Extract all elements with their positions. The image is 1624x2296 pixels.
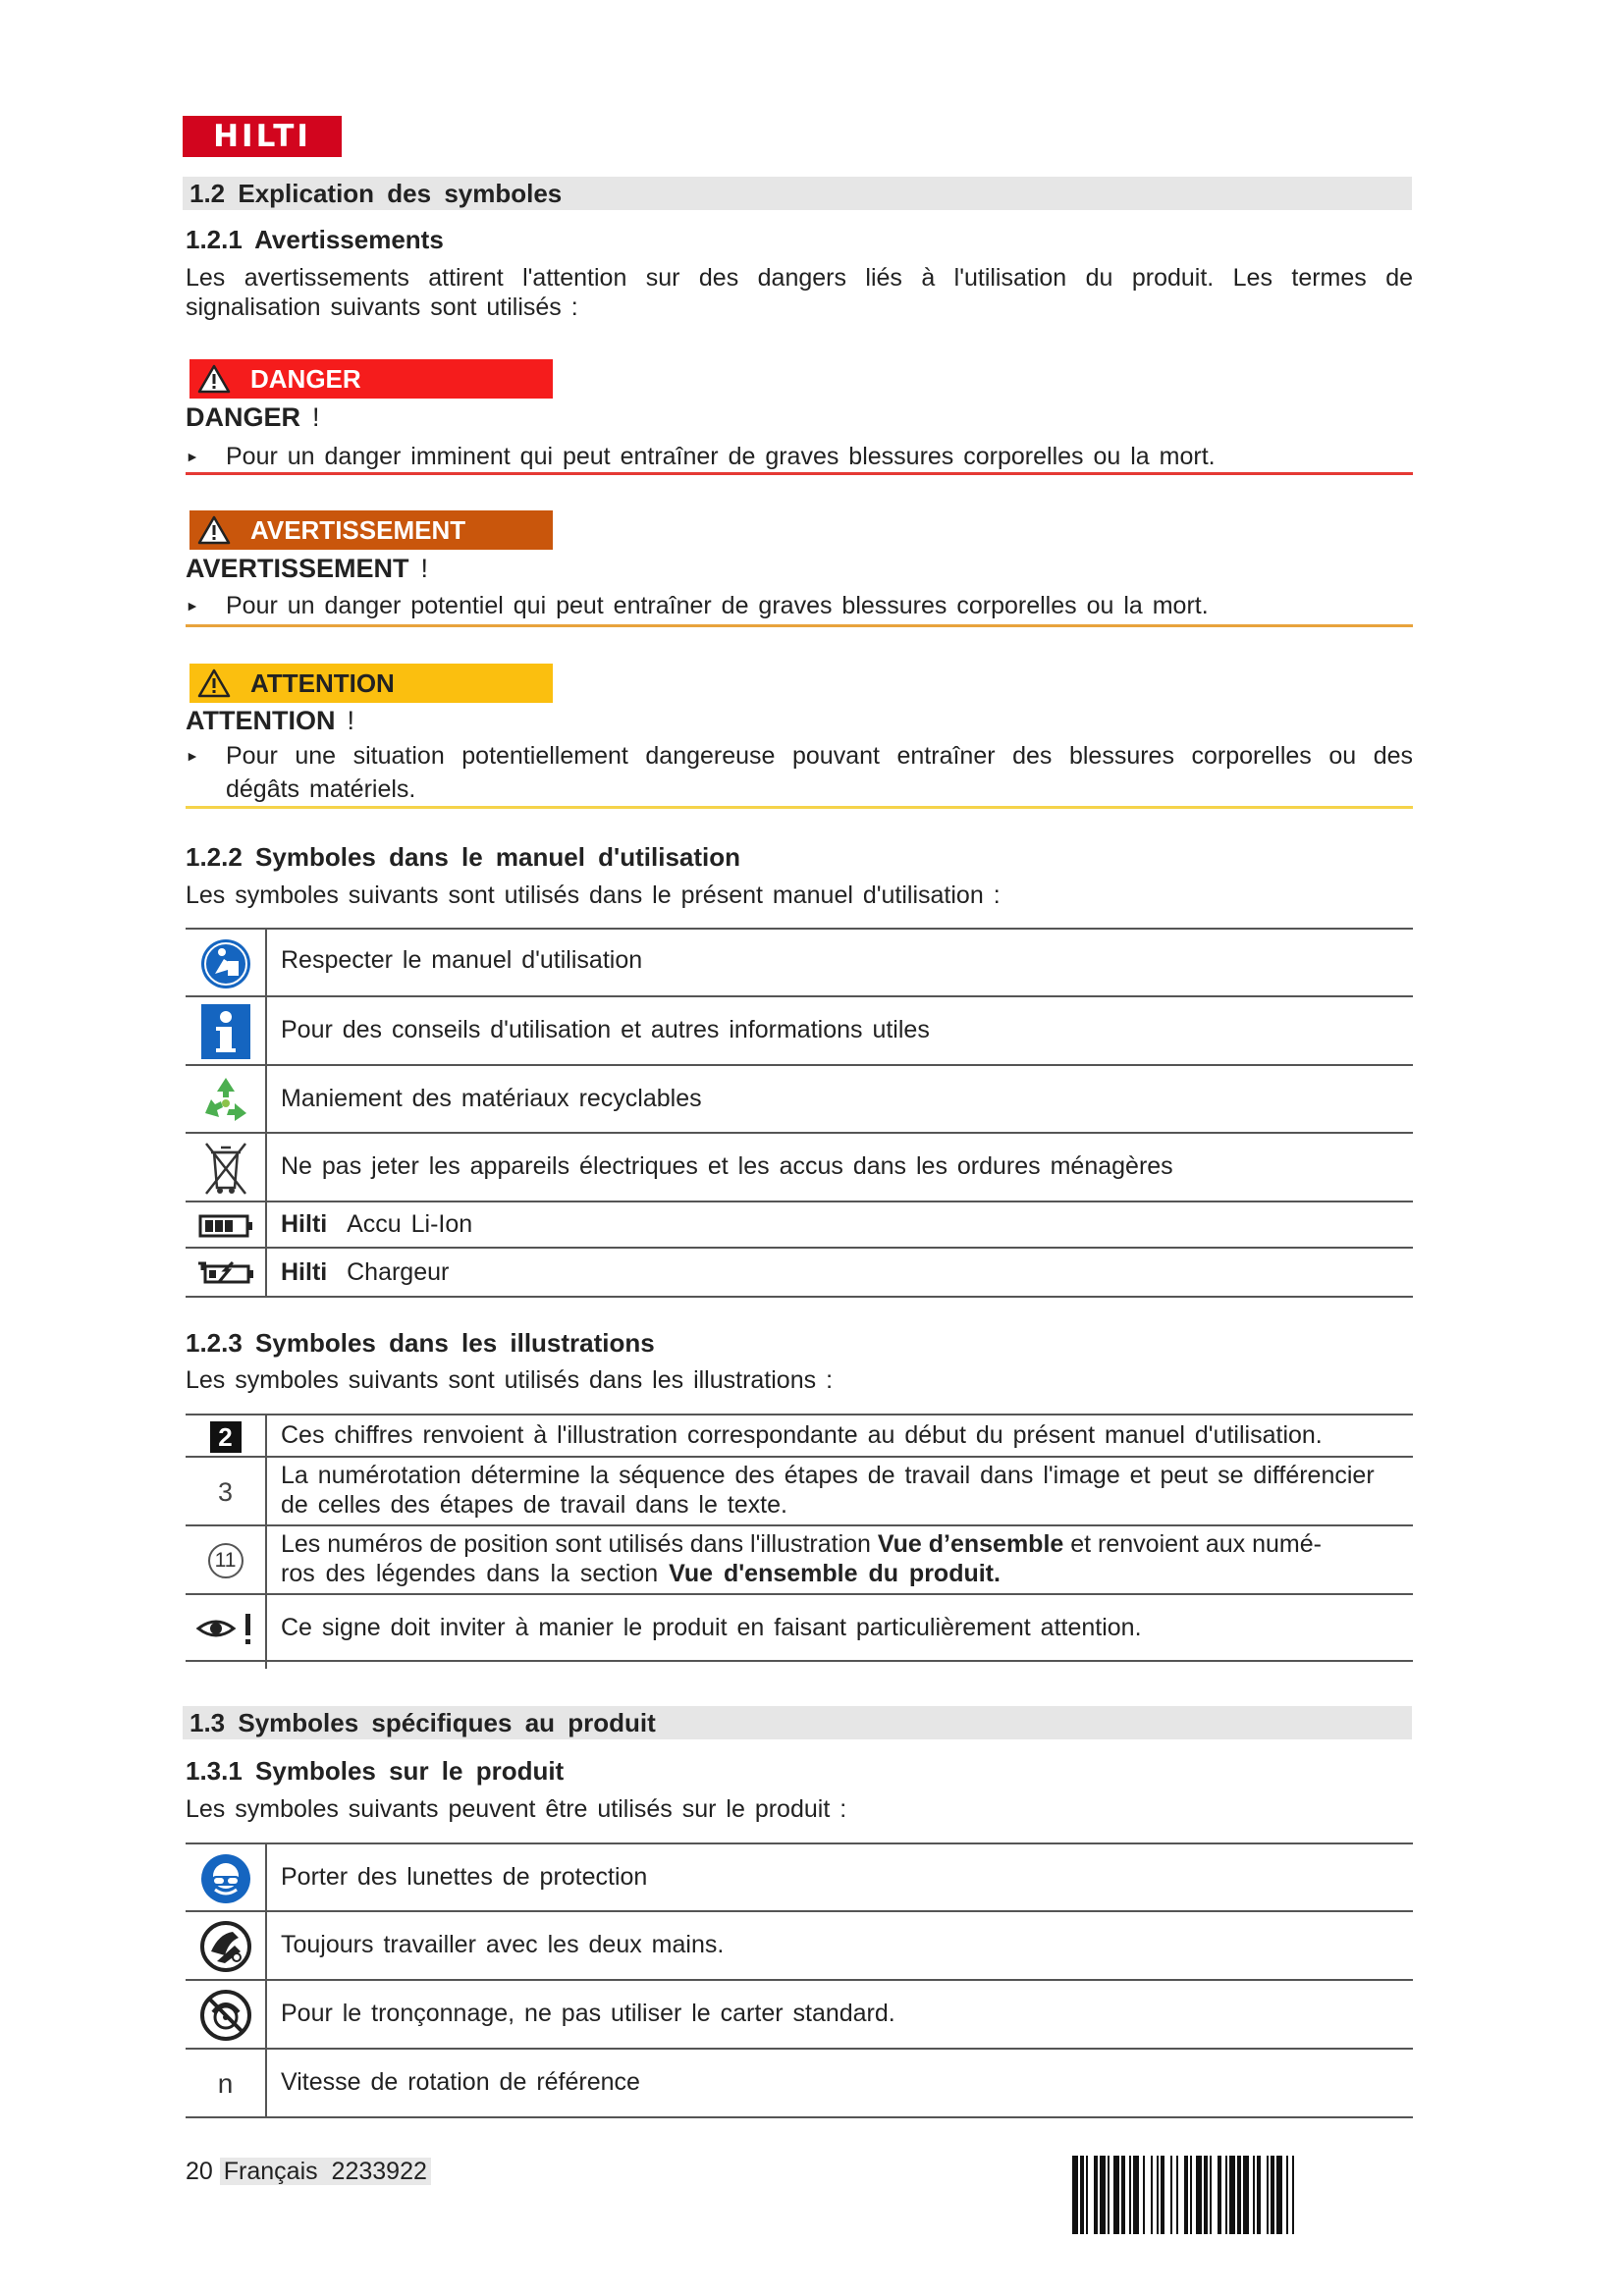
position-number-icon <box>186 1526 265 1595</box>
table-row <box>186 1132 1413 1202</box>
row-label: Chargeur <box>347 1258 450 1286</box>
warning-triangle-icon <box>197 364 231 394</box>
section-heading-1-2 <box>183 177 1412 210</box>
section-heading-1-3 <box>183 1706 1412 1739</box>
table-bottom-rule <box>186 1296 1413 1298</box>
recycle-icon <box>186 1066 265 1134</box>
signal-word-danger <box>186 402 320 433</box>
row-text <box>281 1461 1375 1520</box>
bullet-text: Pour un danger potentiel qui peut entraîner de graves blessures corporelles ou la mort. <box>226 592 1209 619</box>
speed-symbol: n <box>217 2068 234 2099</box>
row-line <box>281 1529 1322 1559</box>
table-bottom-rule <box>186 2116 1413 2118</box>
warning-banner <box>189 510 553 550</box>
table-row <box>186 1247 1413 1298</box>
hilti-logo <box>183 116 342 157</box>
battery-icon <box>186 1202 265 1249</box>
product-symbols-table <box>186 1842 1413 2117</box>
brand-name: Hilti <box>281 1258 328 1286</box>
signal-word: DANGER <box>186 402 301 432</box>
row-line: La numérotation détermine la séquence des étapes de travail dans l'image et peut se différencier <box>281 1462 1375 1489</box>
eye-attention-icon <box>186 1595 265 1662</box>
table-row <box>186 1414 1413 1458</box>
signal-word: AVERTISSEMENT <box>186 554 409 583</box>
table-row <box>186 1524 1413 1595</box>
warnings-intro: Les avertissements attirent l'attention sur des dangers liés à l'utilisation du produit. Les termes de signalisation suivants sont utilisés : <box>186 264 1413 321</box>
section-title: 1.2 Explication des symboles <box>189 179 563 208</box>
subsection-title-1-2-3: 1.2.3 Symboles dans les illustrations <box>186 1328 655 1358</box>
goggles-icon <box>186 1844 265 1912</box>
figure-number: 2 <box>210 1421 242 1453</box>
page-number: 20 <box>186 2158 213 2185</box>
manual-symbols-table <box>186 928 1413 1296</box>
row-text <box>281 1257 449 1287</box>
attention-rule <box>186 806 1413 809</box>
table-row <box>186 928 1413 997</box>
brand-name: Hilti <box>281 1210 328 1238</box>
danger-banner <box>189 359 553 399</box>
table-row <box>186 1593 1413 1662</box>
row-text: Ne pas jeter les appareils électriques et les accus dans les ordures ménagères <box>281 1152 1173 1180</box>
bullet-triangle-icon: ► <box>186 748 199 764</box>
row-text: Pour le tronçonnage, ne pas utiliser le carter standard. <box>281 2000 895 2027</box>
position-number: 11 <box>208 1543 244 1578</box>
row-text: Maniement des matériaux recyclables <box>281 1085 702 1112</box>
table-row <box>186 2048 1413 2118</box>
table-row <box>186 1910 1413 1981</box>
two-hands-icon <box>186 1912 265 1981</box>
table-row <box>186 1064 1413 1134</box>
row-text: Respecter le manuel d'utilisation <box>281 946 643 974</box>
info-icon <box>186 997 265 1066</box>
subsection-title-1-2-2: 1.2.2 Symboles dans le manuel d'utilisation <box>186 842 741 872</box>
row-text <box>281 1209 472 1239</box>
table-row <box>186 1201 1413 1249</box>
text-run-bold: Vue d’ensemble <box>877 1530 1064 1558</box>
text-run: et renvoient aux numé- <box>1063 1530 1322 1558</box>
row-text: Ces chiffres renvoient à l'illustration correspondante au début du présent manuel d'utilisation. <box>281 1421 1323 1449</box>
bullet-text: Pour une situation potentiellement dangereuse pouvant entraîner des blessures corporelles ou des dégâts matériels. <box>226 742 1413 803</box>
row-text: Ce signe doit inviter à manier le produit en faisant particulièrement attention. <box>281 1614 1142 1641</box>
row-text: Toujours travailler avec les deux mains. <box>281 1931 725 1958</box>
illustration-symbols-table <box>186 1414 1413 1669</box>
text-run: ros des légendes dans la section <box>281 1560 670 1587</box>
row-text: Vitesse de rotation de référence <box>281 2068 640 2096</box>
row-text: Porter des lunettes de protection <box>281 1863 648 1891</box>
row-text: Pour des conseils d'utilisation et autres informations utiles <box>281 1016 930 1043</box>
warning-triangle-icon <box>197 515 231 545</box>
subsection-title-1-3-1: 1.3.1 Symboles sur le produit <box>186 1756 565 1786</box>
banner-label: ATTENTION <box>250 668 395 698</box>
signal-word: ATTENTION <box>186 706 336 735</box>
footer-language: Français <box>223 2158 318 2185</box>
text-run-bold: Vue d'ensemble du produit. <box>669 1560 1001 1587</box>
bullet-triangle-icon: ► <box>186 449 199 464</box>
text-run: Les numéros de position sont utilisés dans l'illustration <box>281 1530 878 1558</box>
manual-symbols-intro: Les symboles suivants sont utilisés dans le présent manuel d'utilisation : <box>186 881 1001 909</box>
warning-triangle-icon <box>197 668 231 698</box>
signal-mark: ! <box>312 402 320 432</box>
bullet-text: Pour un danger imminent qui peut entraîner de graves blessures corporelles ou la mort. <box>226 443 1216 470</box>
figure-number-icon <box>186 1415 265 1458</box>
signal-mark: ! <box>347 706 354 735</box>
footer-doc-info <box>220 2158 431 2185</box>
no-guard-icon <box>186 1981 265 2050</box>
row-line <box>281 1559 1322 1588</box>
signal-word-attention <box>186 706 354 736</box>
banner-label: DANGER <box>250 364 361 394</box>
subsection-title-1-2-1: 1.2.1 Avertissements <box>186 225 444 254</box>
row-text <box>281 1529 1322 1588</box>
table-row <box>186 1842 1413 1912</box>
charger-icon <box>186 1249 265 1298</box>
crossed-bin-icon <box>186 1134 265 1202</box>
manual-icon <box>186 930 265 997</box>
illustration-symbols-intro: Les symboles suivants sont utilisés dans les illustrations : <box>186 1366 834 1394</box>
table-row <box>186 995 1413 1066</box>
footer-doc-number: 2233922 <box>331 2158 427 2185</box>
bullet-triangle-icon: ► <box>186 598 199 614</box>
danger-rule <box>186 472 1413 475</box>
section-title: 1.3 Symboles spécifiques au produit <box>189 1708 656 1737</box>
table-row <box>186 1456 1413 1526</box>
signal-word-warning <box>186 554 428 584</box>
attention-banner <box>189 664 553 703</box>
warning-rule <box>186 624 1413 627</box>
step-number: 3 <box>217 1476 234 1507</box>
table-bottom-rule <box>186 1660 1413 1662</box>
page-footer <box>186 2158 431 2186</box>
row-label: Accu Li-Ion <box>347 1210 473 1238</box>
signal-mark: ! <box>420 554 429 583</box>
banner-label: AVERTISSEMENT <box>250 515 466 545</box>
logo-text: HILTI <box>213 119 311 154</box>
barcode-icon <box>1072 2156 1411 2234</box>
product-symbols-intro: Les symboles suivants peuvent être utilisés sur le produit : <box>186 1795 847 1823</box>
table-row <box>186 1979 1413 2050</box>
row-line: de celles des étapes de travail dans le texte. <box>281 1491 787 1519</box>
